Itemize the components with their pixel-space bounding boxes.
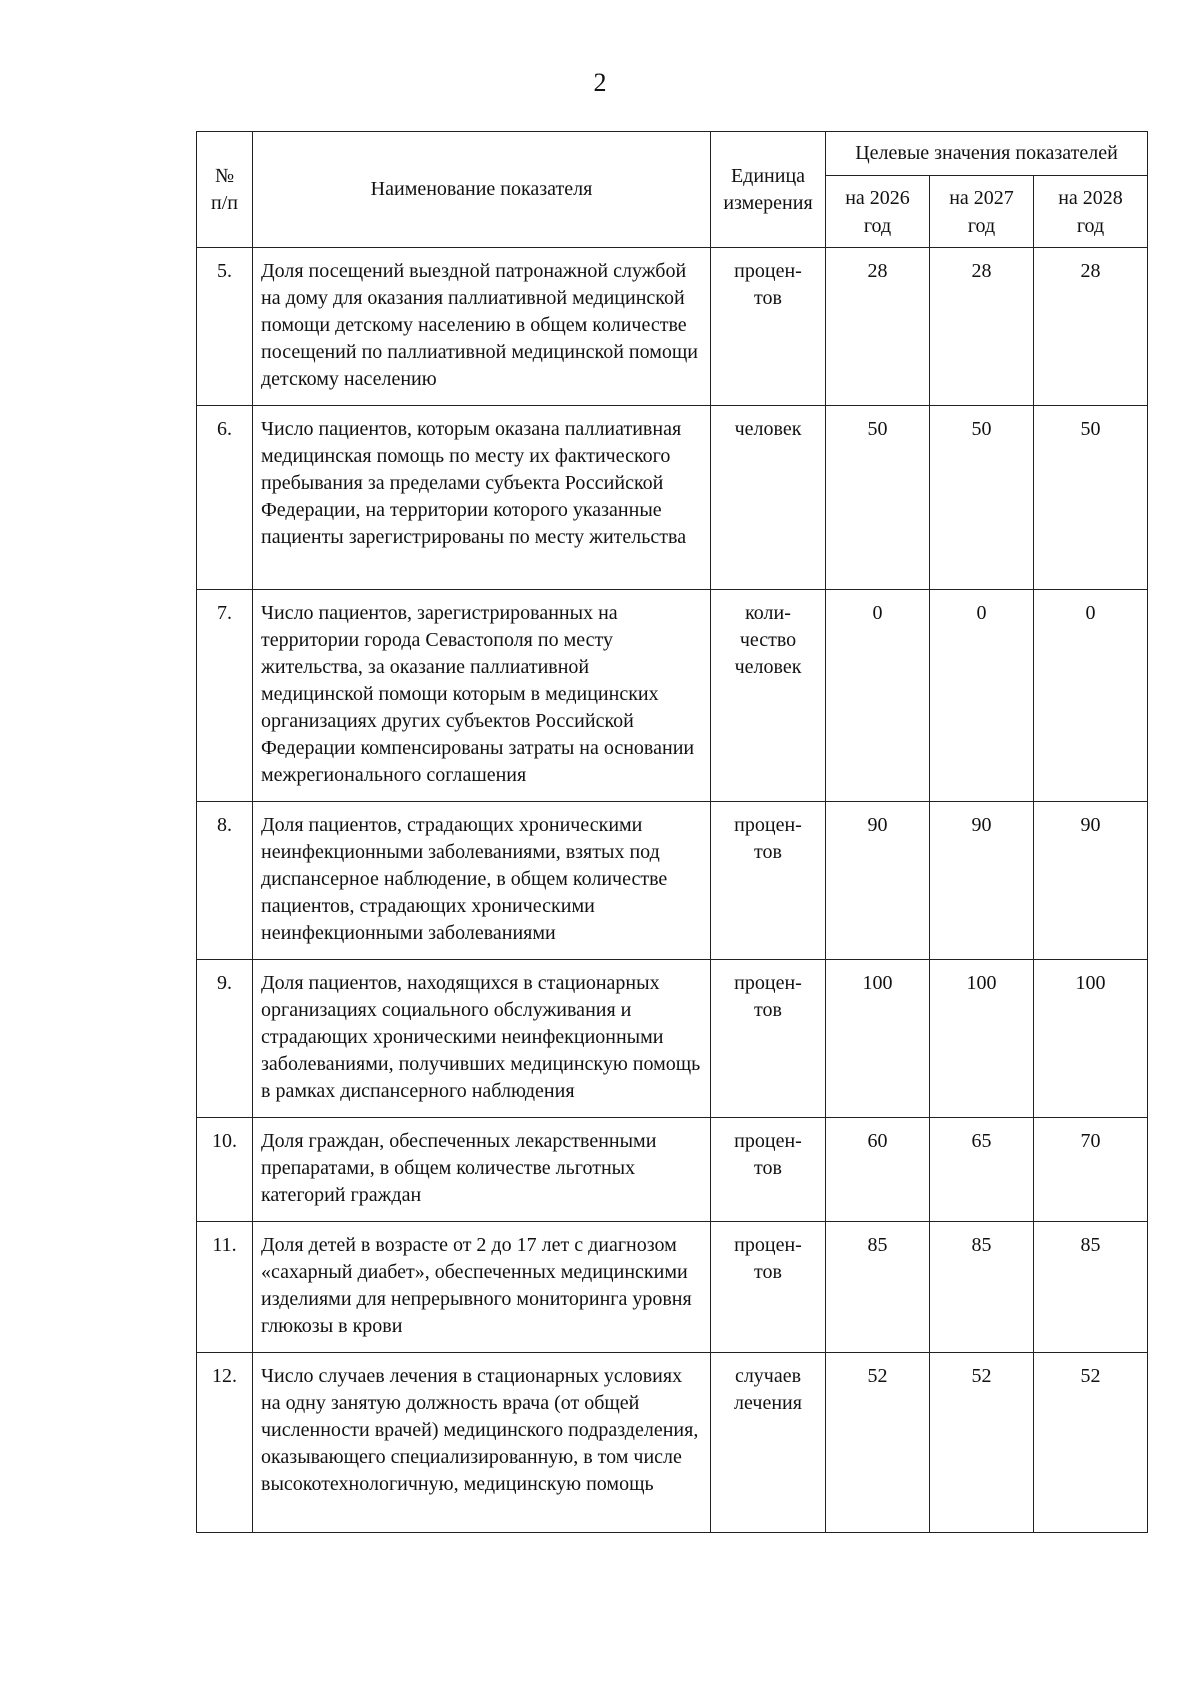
unit-of-measure: коли- чество человек: [711, 590, 826, 802]
value-2026: 85: [826, 1222, 930, 1353]
value-2028: 70: [1034, 1118, 1148, 1222]
indicator-name: Число пациентов, которым оказана паллиативная медицинская помощь по месту их фактического пребывания за пределами субъекта Российской Федерации, на территории которого указанные пациенты зарегистрированы по месту жительства: [253, 406, 711, 590]
indicator-name: Доля граждан, обеспеченных лекарственными препаратами, в общем количестве льготных категорий граждан: [253, 1118, 711, 1222]
indicator-name: Доля пациентов, находящихся в стационарных организациях социального обслуживания и страдающих хроническими неинфекционными заболеваниями, получивших медицинскую помощь в рамках диспансерного наблюдения: [253, 960, 711, 1118]
table-row: [197, 406, 1148, 590]
unit-of-measure: случаев лечения: [711, 1353, 826, 1533]
value-2028: 52: [1034, 1353, 1148, 1533]
value-2028: 90: [1034, 802, 1148, 960]
row-number: 7.: [197, 590, 253, 802]
row-number: 10.: [197, 1118, 253, 1222]
indicator-name: Число случаев лечения в стационарных условиях на одну занятую должность врача (от общей численности врачей) медицинского подразделения, оказывающего специализированную, в том числе высокотехнологичную, медицинскую помощь: [253, 1353, 711, 1533]
header-name: Наименование показателя: [253, 132, 711, 248]
table-row: [197, 1222, 1148, 1353]
value-2026: 52: [826, 1353, 930, 1533]
value-2028: 85: [1034, 1222, 1148, 1353]
unit-of-measure: процен- тов: [711, 960, 826, 1118]
row-number: 9.: [197, 960, 253, 1118]
row-number: 8.: [197, 802, 253, 960]
value-2027: 0: [930, 590, 1034, 802]
header-year-2026: на 2026 год: [826, 176, 930, 248]
indicator-name: Доля детей в возрасте от 2 до 17 лет с диагнозом «сахарный диабет», обеспеченных медицинскими изделиями для непрерывного мониторинга уровня глюкозы в крови: [253, 1222, 711, 1353]
indicator-name: Доля пациентов, страдающих хроническими неинфекционными заболеваниями, взятых под диспансерное наблюдение, в общем количестве пациентов, страдающих хроническими неинфекционными заболеваниями: [253, 802, 711, 960]
unit-of-measure: человек: [711, 406, 826, 590]
value-2028: 0: [1034, 590, 1148, 802]
value-2027: 28: [930, 248, 1034, 406]
row-number: 11.: [197, 1222, 253, 1353]
row-number: 5.: [197, 248, 253, 406]
unit-of-measure: процен- тов: [711, 248, 826, 406]
value-2026: 60: [826, 1118, 930, 1222]
header-unit: Единица измерения: [711, 132, 826, 248]
row-number: 12.: [197, 1353, 253, 1533]
value-2026: 28: [826, 248, 930, 406]
table-row: [197, 960, 1148, 1118]
unit-of-measure: процен- тов: [711, 1118, 826, 1222]
value-2028: 28: [1034, 248, 1148, 406]
value-2026: 50: [826, 406, 930, 590]
value-2026: 100: [826, 960, 930, 1118]
header-year-2028: на 2028 год: [1034, 176, 1148, 248]
unit-of-measure: процен- тов: [711, 1222, 826, 1353]
value-2027: 50: [930, 406, 1034, 590]
header-year-2027: на 2027 год: [930, 176, 1034, 248]
header-target-group: Целевые значения показателей: [826, 132, 1148, 176]
value-2027: 85: [930, 1222, 1034, 1353]
value-2027: 65: [930, 1118, 1034, 1222]
row-number: 6.: [197, 406, 253, 590]
table-body: [197, 248, 1148, 1533]
value-2027: 100: [930, 960, 1034, 1118]
value-2026: 90: [826, 802, 930, 960]
value-2028: 50: [1034, 406, 1148, 590]
header-num: № п/п: [197, 132, 253, 248]
page-number: 2: [593, 68, 607, 97]
value-2028: 100: [1034, 960, 1148, 1118]
table-row: [197, 248, 1148, 406]
value-2027: 52: [930, 1353, 1034, 1533]
table-row: [197, 590, 1148, 802]
indicator-name: Число пациентов, зарегистрированных на территории города Севастополя по месту жительства, за оказание паллиативной медицинской помощи которым в медицинских организациях других субъектов Российской Федерации компенсированы затраты на основании межрегионального соглашения: [253, 590, 711, 802]
indicators-table: [196, 131, 1148, 1533]
indicator-name: Доля посещений выездной патронажной службой на дому для оказания паллиативной медицинской помощи детскому населению в общем количестве посещений по паллиативной медицинской помощи детскому населению: [253, 248, 711, 406]
table-row: [197, 802, 1148, 960]
unit-of-measure: процен- тов: [711, 802, 826, 960]
table-row: [197, 1118, 1148, 1222]
value-2027: 90: [930, 802, 1034, 960]
value-2026: 0: [826, 590, 930, 802]
table-row: [197, 1353, 1148, 1533]
